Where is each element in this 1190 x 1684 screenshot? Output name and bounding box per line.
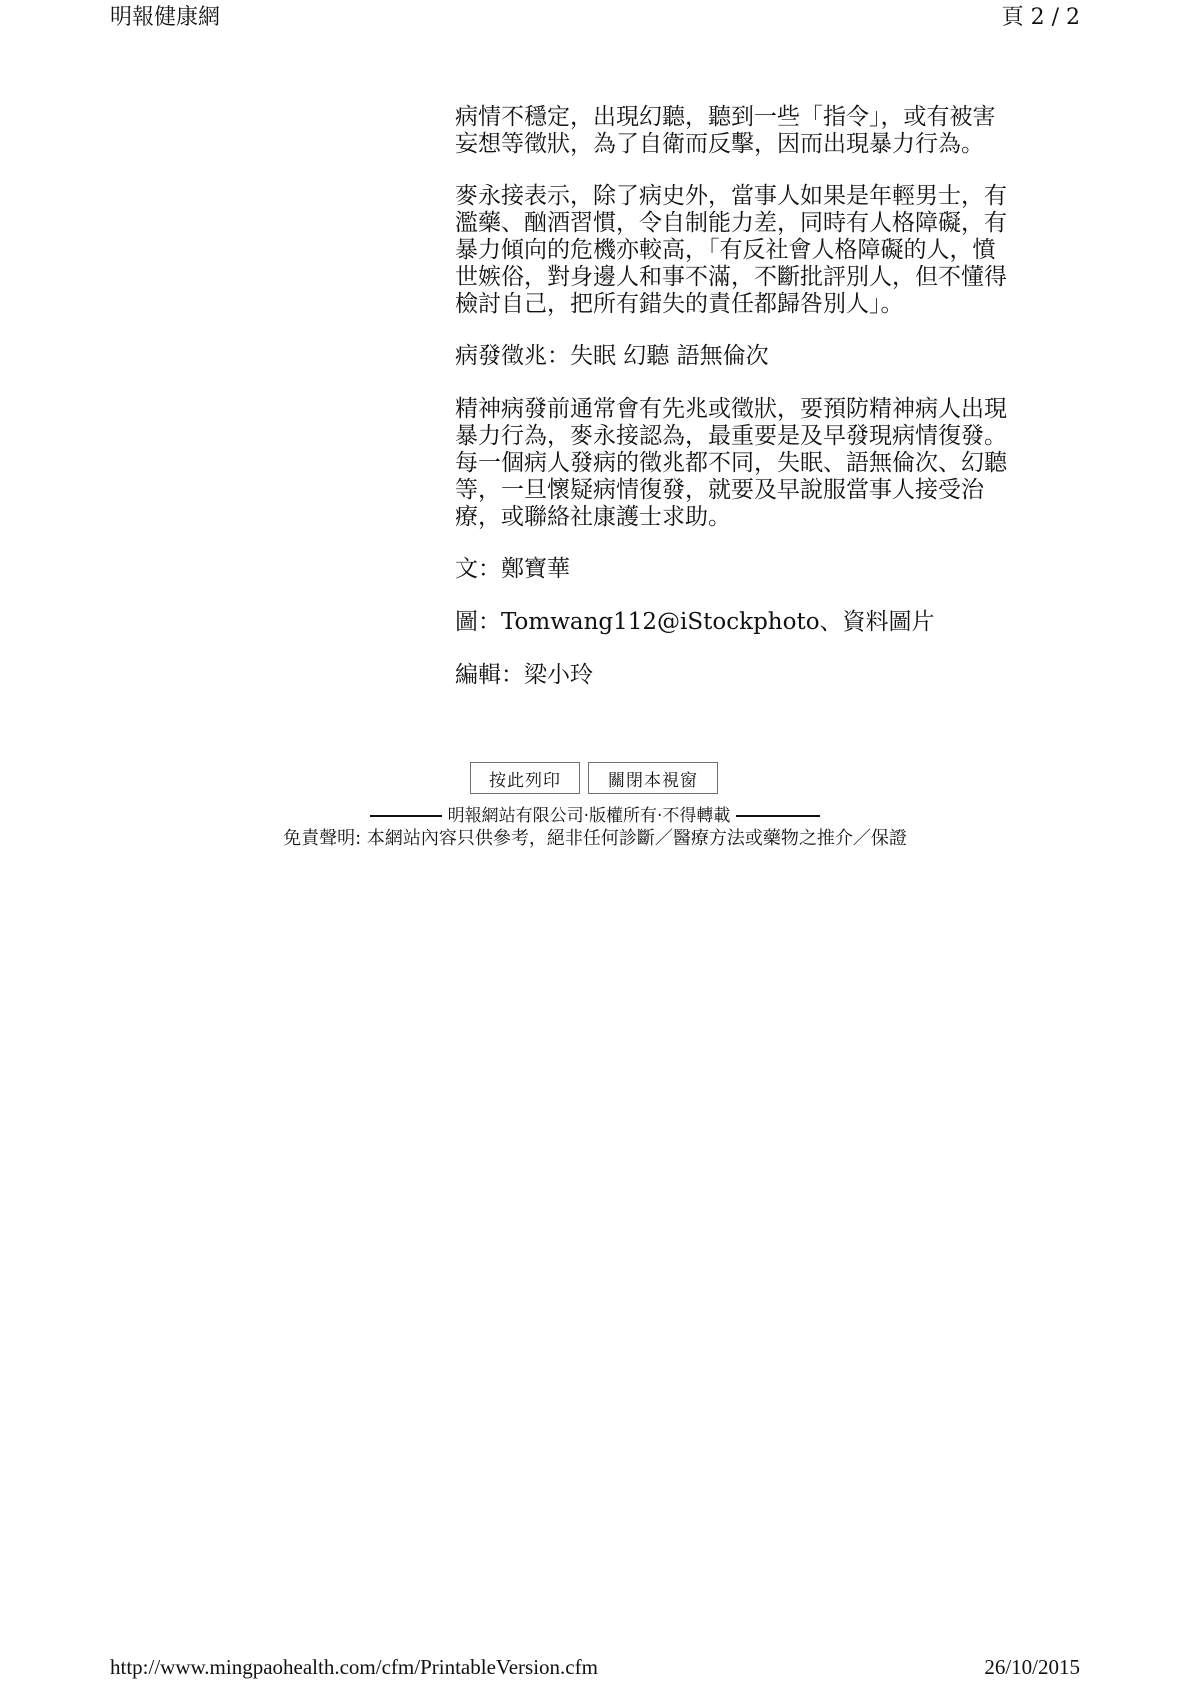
copyright-notice [0, 806, 1190, 826]
print-button[interactable]: 按此列印 [470, 762, 580, 794]
article-paragraph: 病情不穩定，出現幻聽，聽到一些「指令」，或有被害妄想等徵狀，為了自衛而反擊，因而出現暴力行為。 [455, 104, 996, 157]
site-name: 明報健康網 [110, 4, 221, 30]
article-paragraph: 麥永接表示，除了病史外，當事人如果是年輕男士，有濫藥、酗酒習慣，令自制能力差，同時有人格障礙，有暴力傾向的危機亦較高，「有反社會人格障礙的人，憤世嫉俗，對身邊人和事不滿，不斷批評別人，但不懂得檢討自己，把所有錯失的責任都歸咎別人」。 [455, 183, 1007, 317]
action-buttons [470, 762, 718, 794]
page-url: http://www.mingpaohealth.com/cfm/PrintableVersion.cfm [110, 1654, 598, 1679]
close-window-button[interactable]: 關閉本視窗 [588, 762, 718, 794]
article-subheading: 病發徵兆：失眠 幻聽 語無倫次 [455, 343, 769, 369]
divider-line [736, 815, 820, 817]
disclaimer-text: 免責聲明: 本網站內容只供參考，絕非任何診斷／醫療方法或藥物之推介／保證 [283, 828, 907, 849]
article-paragraph: 精神病發前通常會有先兆或徵狀，要預防精神病人出現暴力行為，麥永接認為，最重要是及早發現病情復發。每一個病人發病的徵兆都不同，失眠、語無倫次、幻聽等，一旦懷疑病情復發，就要及早說服當事人接受治療，或聯絡社康護士求助。 [455, 396, 1007, 530]
print-header [110, 0, 1080, 30]
editor-credit: 編輯：梁小玲 [455, 662, 593, 688]
print-footer [110, 1650, 1080, 1684]
print-date: 26/10/2015 [984, 1654, 1080, 1679]
photo-credit: 圖：Tomwang112@iStockphoto、資料圖片 [455, 609, 935, 635]
divider-line [370, 815, 442, 817]
page-indicator: 頁 2 / 2 [1001, 4, 1080, 30]
author-credit: 文：鄭寶華 [455, 556, 570, 582]
copyright-text: 明報網站有限公司‧版權所有‧不得轉載 [447, 806, 731, 826]
article-body [455, 104, 1015, 715]
